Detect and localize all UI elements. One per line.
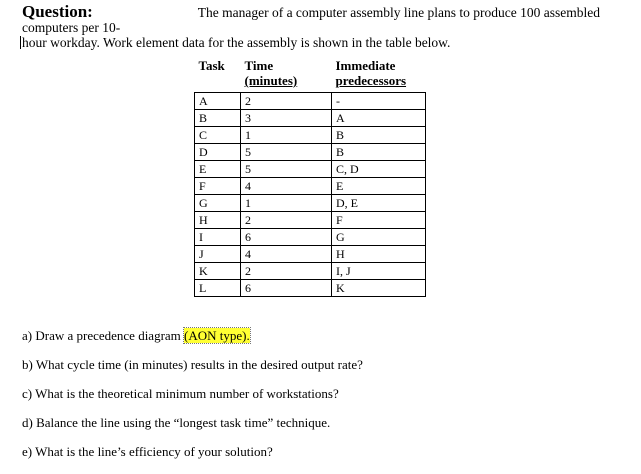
predecessor-cell: G (332, 229, 426, 246)
question-block (22, 4, 600, 50)
text-cursor (20, 36, 21, 49)
task-cell: F (195, 178, 241, 195)
task-cell: E (195, 161, 241, 178)
task-cell: J (195, 246, 241, 263)
table-row (195, 178, 426, 195)
table-row (195, 144, 426, 161)
predecessor-cell: B (332, 144, 426, 161)
task-cell: A (195, 93, 241, 110)
question-text-line-3: hour workday. Work element data for the assembly is shown in the table below. (22, 35, 451, 50)
table-header-row (195, 58, 426, 93)
predecessor-cell: A (332, 110, 426, 127)
part-a-text: a) Draw a precedence diagram (22, 328, 185, 343)
part-a-highlight: (AON type). (184, 328, 250, 343)
task-table-container (194, 58, 426, 297)
predecessor-cell: H (332, 246, 426, 263)
question-line-1 (22, 4, 600, 20)
task-cell: D (195, 144, 241, 161)
task-cell: L (195, 280, 241, 297)
predecessor-cell: K (332, 280, 426, 297)
task-cell: G (195, 195, 241, 212)
time-cell: 4 (241, 178, 332, 195)
time-cell: 2 (241, 212, 332, 229)
predecessor-cell: C, D (332, 161, 426, 178)
predecessor-cell: I, J (332, 263, 426, 280)
part-c: c) What is the theoretical minimum number of workstations? (22, 386, 339, 401)
table-row (195, 161, 426, 178)
time-cell: 6 (241, 280, 332, 297)
predecessor-cell: D, E (332, 195, 426, 212)
table-row (195, 93, 426, 110)
predecessor-cell: F (332, 212, 426, 229)
time-cell: 3 (241, 110, 332, 127)
time-cell: 6 (241, 229, 332, 246)
question-label: Question: (22, 2, 93, 21)
task-cell: C (195, 127, 241, 144)
header-task: Task (198, 58, 225, 73)
table-row (195, 229, 426, 246)
table-row (195, 263, 426, 280)
table-row (195, 195, 426, 212)
part-e: e) What is the line’s efficiency of your solution? (22, 444, 273, 459)
time-cell: 1 (241, 127, 332, 144)
time-cell: 5 (241, 161, 332, 178)
question-parts (22, 325, 363, 470)
time-cell: 2 (241, 263, 332, 280)
task-cell: K (195, 263, 241, 280)
task-cell: H (195, 212, 241, 229)
question-line-3 (22, 35, 600, 50)
task-table (194, 58, 426, 297)
predecessor-cell: E (332, 178, 426, 195)
table-row (195, 110, 426, 127)
table-row (195, 246, 426, 263)
table-row (195, 212, 426, 229)
time-cell: 5 (241, 144, 332, 161)
header-predecessors: Immediate predecessors (335, 58, 407, 88)
time-cell: 4 (241, 246, 332, 263)
time-cell: 1 (241, 195, 332, 212)
header-time: Time (minutes) (244, 58, 298, 88)
question-text-line-2: computers per 10- (22, 20, 121, 35)
table-row (195, 127, 426, 144)
part-b: b) What cycle time (in minutes) results in the desired output rate? (22, 357, 363, 372)
question-text-line-1: The manager of a computer assembly line plans to produce 100 assembled (197, 5, 600, 20)
task-cell: I (195, 229, 241, 246)
part-d: d) Balance the line using the “longest task time” technique. (22, 415, 331, 430)
part-a (22, 325, 363, 354)
predecessor-cell: - (332, 93, 426, 110)
task-cell: B (195, 110, 241, 127)
predecessor-cell: B (332, 127, 426, 144)
table-row (195, 280, 426, 297)
time-cell: 2 (241, 93, 332, 110)
